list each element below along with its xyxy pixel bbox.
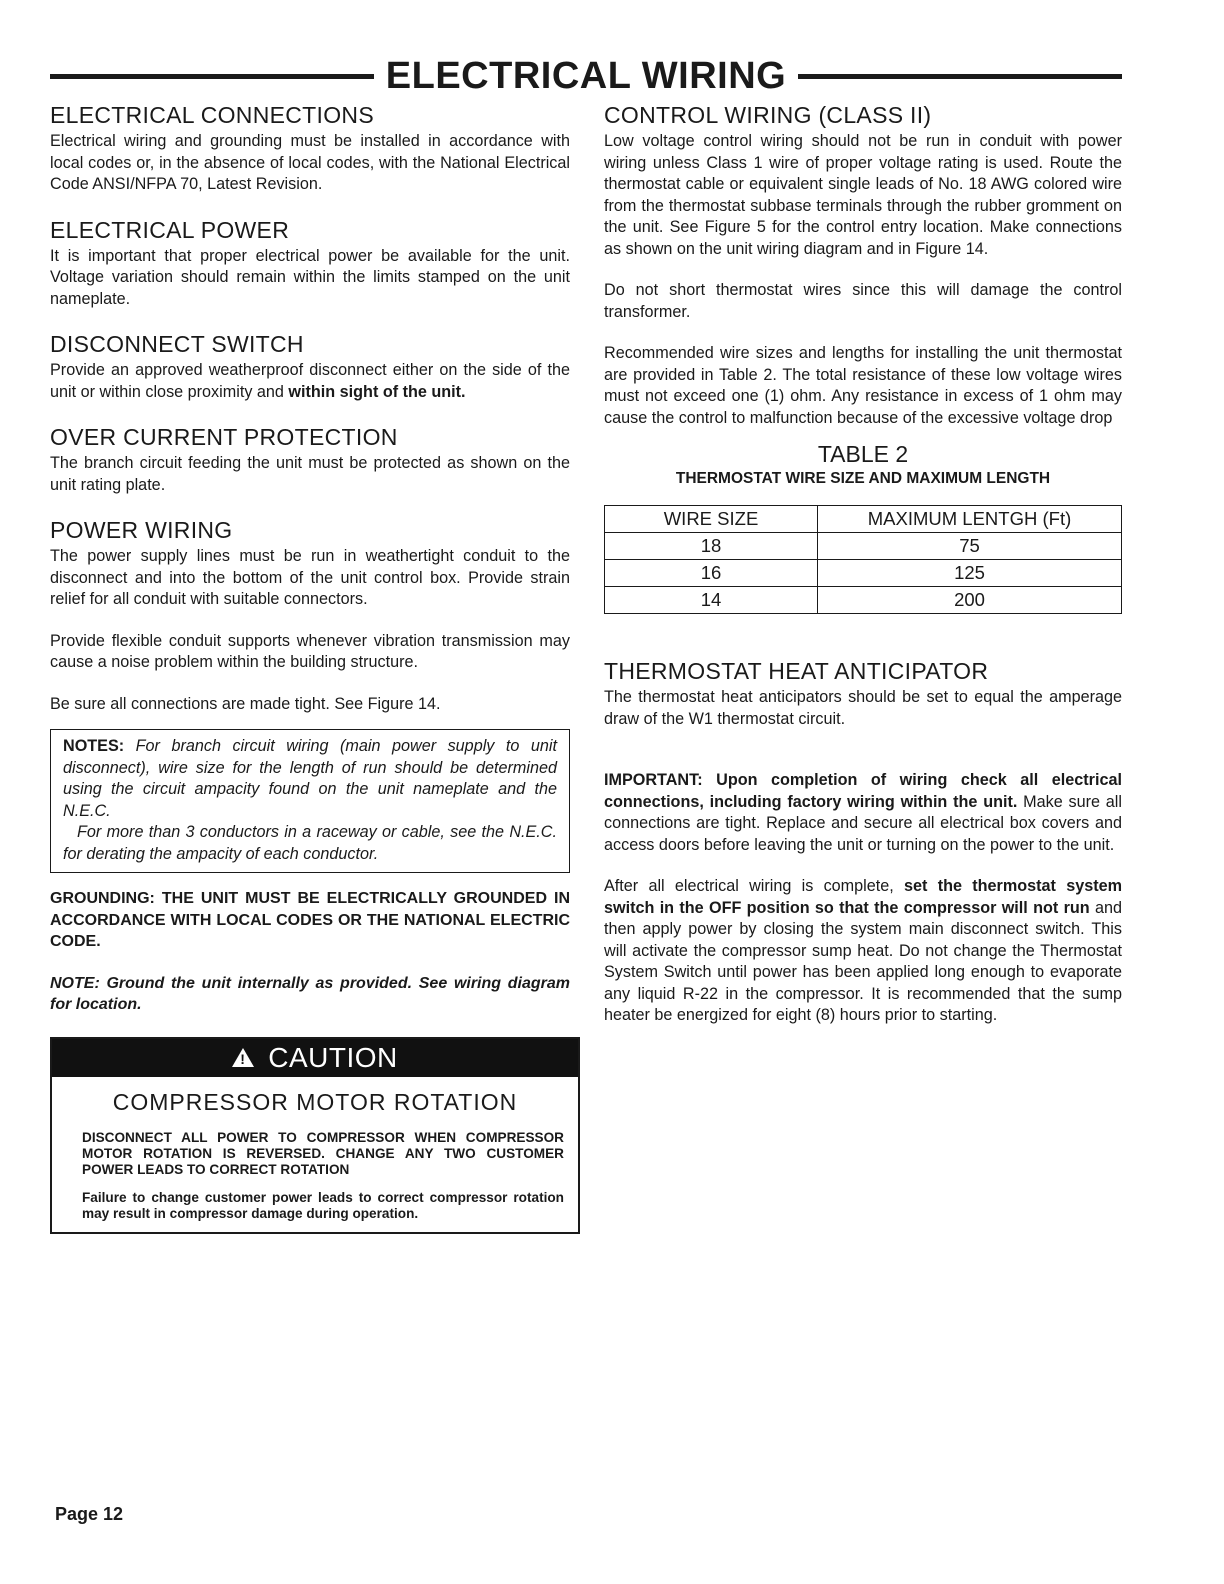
caution-text-2: Failure to change customer power leads to correct compressor rotation may result in compressor damage during operation. bbox=[82, 1189, 564, 1221]
caution-header bbox=[52, 1039, 578, 1077]
left-column bbox=[50, 102, 570, 1234]
power-wiring-body-1: The power supply lines must be run in weathertight conduit to the disconnect and into the bottom of the unit control box. Provide strain relief for all conduit with suitable connectors. bbox=[50, 547, 570, 608]
table-cell: 16 bbox=[605, 560, 818, 587]
power-wiring-body-3: Be sure all connections are made tight. See Figure 14. bbox=[50, 694, 441, 713]
control-wiring-body-1: Low voltage control wiring should not be run in conduit with power wiring unless Class 1 wire of proper voltage rating is used. Route the thermostat cable or equivalent single leads of No. 18 AWG colored wire from the thermostat subbase terminals through the rubber gromment on the unit. See Figure 5 for the control entry location. Make connections as shown on the unit wiring diagram and in Figure 14. bbox=[604, 132, 1122, 258]
wire-size-table bbox=[604, 505, 1122, 614]
table-cell: 18 bbox=[605, 533, 818, 560]
warning-triangle-icon bbox=[232, 1048, 254, 1067]
control-wiring-body-3: Recommended wire sizes and lengths for installing the unit thermostat are provided in Table 2. The total resistance of these low voltage wires must not exceed one (1) ohm. Any resistance in excess of 1 ohm may cause the control to malfunction because of the excessive voltage drop bbox=[604, 344, 1122, 427]
disconnect-switch-heading: DISCONNECT SWITCH bbox=[50, 331, 304, 357]
grounding-statement: GROUNDING: THE UNIT MUST BE ELECTRICALLY GROUNDED IN ACCORDANCE WITH LOCAL CODES OR THE NATIONAL ELECTRIC CODE. bbox=[50, 890, 570, 950]
notes-label: NOTES: bbox=[63, 737, 125, 755]
caution-label: CAUTION bbox=[268, 1041, 398, 1073]
table-title: TABLE 2 bbox=[817, 441, 909, 467]
page-number: Page 12 bbox=[55, 1504, 124, 1524]
table-header-row bbox=[605, 506, 1122, 533]
table-row bbox=[605, 533, 1122, 560]
electrical-connections-body: Electrical wiring and grounding must be installed in accordance with local codes or, in the absence of local codes, with the National Electrical Code ANSI/NFPA 70, Latest Revision. bbox=[50, 132, 570, 193]
over-current-body: The branch circuit feeding the unit must be protected as shown on the unit rating plate. bbox=[50, 454, 570, 494]
caution-text-1: DISCONNECT ALL POWER TO COMPRESSOR WHEN COMPRESSOR MOTOR ROTATION IS REVERSED. CHANGE ANY TWO CUSTOMER POWER LEADS TO CORRECT ROTATION bbox=[82, 1129, 564, 1177]
notes-text-1: NOTES: For branch circuit wiring (main power supply to unit disconnect), wire size for the length of run should be determined using the circuit ampacity found on the unit nameplate and the N.E.C. bbox=[63, 737, 557, 820]
electrical-power-heading: ELECTRICAL POWER bbox=[50, 216, 290, 243]
control-wiring-heading: CONTROL WIRING (CLASS II) bbox=[604, 102, 932, 128]
power-wiring-body-2: Provide flexible conduit supports whenever vibration transmission may cause a noise problem within the building structure. bbox=[50, 631, 570, 671]
electrical-power-body: It is important that proper electrical power be available for the unit. Voltage variation should remain within the limits stamped on the unit nameplate. bbox=[50, 246, 570, 308]
over-current-heading: OVER CURRENT PROTECTION bbox=[50, 424, 398, 450]
notes-text-2: For more than 3 conductors in a raceway or cable, see the N.E.C. for derating the ampacity of each conductor. bbox=[63, 823, 557, 863]
caution-box bbox=[50, 1037, 580, 1234]
title-rule-left bbox=[50, 74, 374, 79]
important-paragraph: IMPORTANT: Upon completion of wiring check all electrical connections, including factory wiring within the unit. Make sure all connections are tight. Replace and secure all electrical box covers and access doors before leaving the unit or turning on the power to the unit. bbox=[604, 771, 1123, 854]
right-column bbox=[604, 102, 1122, 1027]
disconnect-switch-emphasis: within sight of the unit. bbox=[288, 382, 466, 401]
table-header-cell: MAXIMUM LENTGH (Ft) bbox=[818, 506, 1122, 533]
page-title-row bbox=[50, 56, 1122, 96]
power-wiring-heading: POWER WIRING bbox=[50, 517, 233, 543]
important-emphasis: IMPORTANT: Upon completion of wiring check all electrical connections, including factory wiring within the unit. bbox=[604, 771, 1122, 811]
table-cell: 14 bbox=[605, 587, 818, 614]
table-header-cell: WIRE SIZE bbox=[605, 506, 818, 533]
table-row bbox=[605, 560, 1122, 587]
table-cell: 125 bbox=[818, 560, 1122, 587]
after-wiring-emphasis: set the thermostat system switch in the OFF position so that the compressor will not run bbox=[604, 877, 1122, 917]
electrical-connections-heading: ELECTRICAL CONNECTIONS bbox=[50, 102, 374, 128]
caution-subtitle: COMPRESSOR MOTOR ROTATION bbox=[112, 1088, 518, 1115]
notes-box bbox=[50, 729, 570, 873]
heat-anticipator-heading: THERMOSTAT HEAT ANTICIPATOR bbox=[604, 658, 989, 684]
heat-anticipator-body: The thermostat heat anticipators should be set to equal the amperage draw of the W1 thermostat circuit. bbox=[604, 688, 1122, 728]
table-cell: 75 bbox=[818, 533, 1122, 560]
title-rule-right bbox=[798, 74, 1122, 79]
after-wiring-paragraph: After all electrical wiring is complete, set the thermostat system switch in the OFF position so that the compressor will not run and then apply power by closing the system main disconnect switch. This will activate the compressor sump heat. Do not change the Thermostat System Switch until power has been applied long enough to evaporate any liquid R-22 in the compressor. It is recommended that the sump heater be energized for eight (8) hours prior to starting. bbox=[604, 877, 1122, 1024]
page-title: ELECTRICAL WIRING bbox=[385, 55, 787, 97]
table-subtitle: THERMOSTAT WIRE SIZE AND MAXIMUM LENGTH bbox=[675, 470, 1051, 487]
ground-note: NOTE: Ground the unit internally as provided. See wiring diagram for location. bbox=[50, 974, 570, 1013]
table-row bbox=[605, 587, 1122, 614]
control-wiring-body-2: Do not short thermostat wires since this will damage the control transformer. bbox=[604, 281, 1122, 321]
disconnect-switch-body: Provide an approved weatherproof disconnect either on the side of the unit or within close proximity and within sight of the unit. bbox=[50, 361, 570, 401]
table-cell: 200 bbox=[818, 587, 1122, 614]
